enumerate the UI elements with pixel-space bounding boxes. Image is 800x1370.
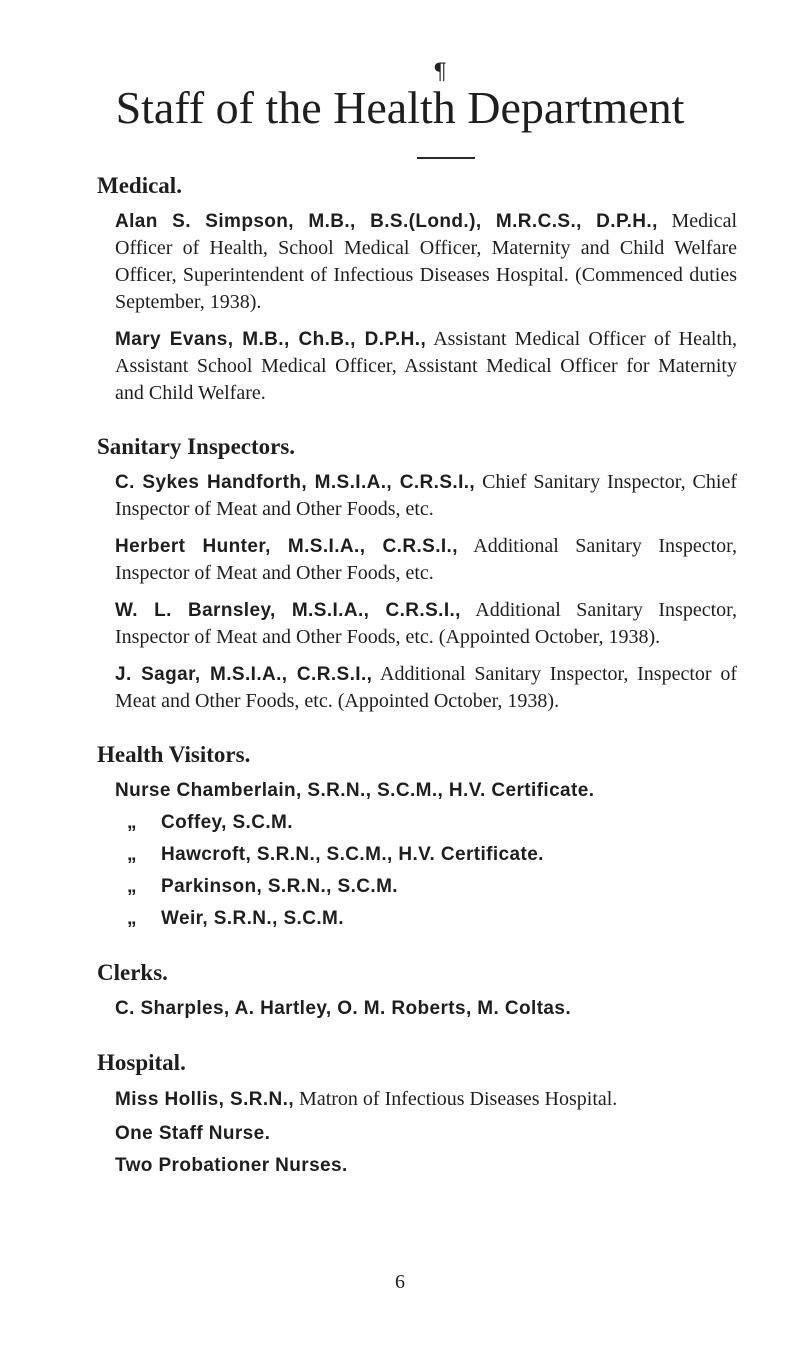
staff-name: C. Sykes Handforth, M.S.I.A., C.R.S.I., [115, 472, 476, 493]
staff-description: Medical Officer of Health, School Medical Officer, Maternity and Child Welfare Officer, Superintendent of Infectious Diseases Hospital. (Commenced duties September, 1938). [115, 210, 737, 313]
staff-name: Alan S. Simpson, M.B., B.S.(Lond.), M.R.C.S., D.P.H., [115, 211, 658, 232]
section-heading-medical: Medical. [97, 173, 182, 198]
section-heading-hospital: Hospital. [97, 1050, 186, 1075]
hospital-line [115, 1085, 737, 1114]
section-heading-health-visitors: Health Visitors. [97, 742, 251, 767]
staff-entry [115, 597, 737, 651]
staff-entry [115, 326, 737, 407]
visitor-name: Parkinson, S.R.N., S.C.M. [161, 876, 398, 897]
ditto-mark: „ [127, 908, 137, 929]
visitor-line [115, 905, 737, 933]
pilcrow-mark: ¶ [433, 60, 447, 85]
section-heading-clerks: Clerks. [97, 960, 168, 985]
page-number: 6 [395, 1271, 405, 1293]
staff-name: J. Sagar, M.S.I.A., C.R.S.I., [115, 664, 373, 685]
staff-description: Additional Sanitary Inspector, Inspector of Meat and Other Foods, etc. (Appointed October, 1938). [115, 663, 737, 712]
staff-description: Matron of Infectious Diseases Hospital. [299, 1088, 618, 1110]
hospital-line: Two Probationer Nurses. [115, 1155, 348, 1176]
staff-description: Chief Sanitary Inspector, Chief Inspector of Meat and Other Foods, etc. [115, 471, 737, 520]
staff-description: Additional Sanitary Inspector, Inspector of Meat and Other Foods, etc. (Appointed October, 1938). [115, 599, 738, 648]
staff-name: W. L. Barnsley, M.S.I.A., C.R.S.I., [115, 600, 461, 621]
visitor-name: Hawcroft, S.R.N., S.C.M., H.V. Certificate. [161, 844, 544, 865]
staff-name: Miss Hollis, S.R.N., [115, 1089, 295, 1110]
section-medical [97, 172, 737, 407]
title-divider [417, 157, 475, 159]
hospital-line: One Staff Nurse. [115, 1123, 271, 1144]
visitor-line [115, 841, 737, 869]
ditto-mark: „ [127, 812, 137, 833]
staff-entry [115, 469, 737, 523]
staff-name: Herbert Hunter, M.S.I.A., C.R.S.I., [115, 536, 458, 557]
section-health-visitors [97, 741, 737, 933]
page-title: Staff of the Health Department [115, 82, 685, 133]
staff-entry [115, 661, 737, 715]
section-sanitary-inspectors [97, 433, 737, 715]
staff-description: Assistant Medical Officer of Health, Assistant School Medical Officer, Assistant Medical Officer for Maternity and Child Welfare. [115, 328, 737, 404]
staff-description: Additional Sanitary Inspector, Inspector of Meat and Other Foods, etc. [115, 535, 738, 584]
staff-entry [115, 208, 737, 316]
section-clerks [97, 959, 737, 1023]
visitor-name: Coffey, S.C.M. [161, 812, 293, 833]
staff-list [97, 172, 737, 1206]
staff-entry [115, 533, 737, 587]
section-heading-sanitary: Sanitary Inspectors. [97, 434, 296, 459]
visitor-line: Nurse Chamberlain, S.R.N., S.C.M., H.V. Certificate. [115, 780, 595, 801]
visitor-line [115, 873, 737, 901]
ditto-mark: „ [127, 844, 137, 865]
clerks-list: C. Sharples, A. Hartley, O. M. Roberts, M. Coltas. [115, 998, 572, 1019]
visitor-line [115, 809, 737, 837]
staff-name: Mary Evans, M.B., Ch.B., D.P.H., [115, 329, 427, 350]
ditto-mark: „ [127, 876, 137, 897]
section-hospital [97, 1049, 737, 1180]
visitor-name: Weir, S.R.N., S.C.M. [161, 908, 344, 929]
